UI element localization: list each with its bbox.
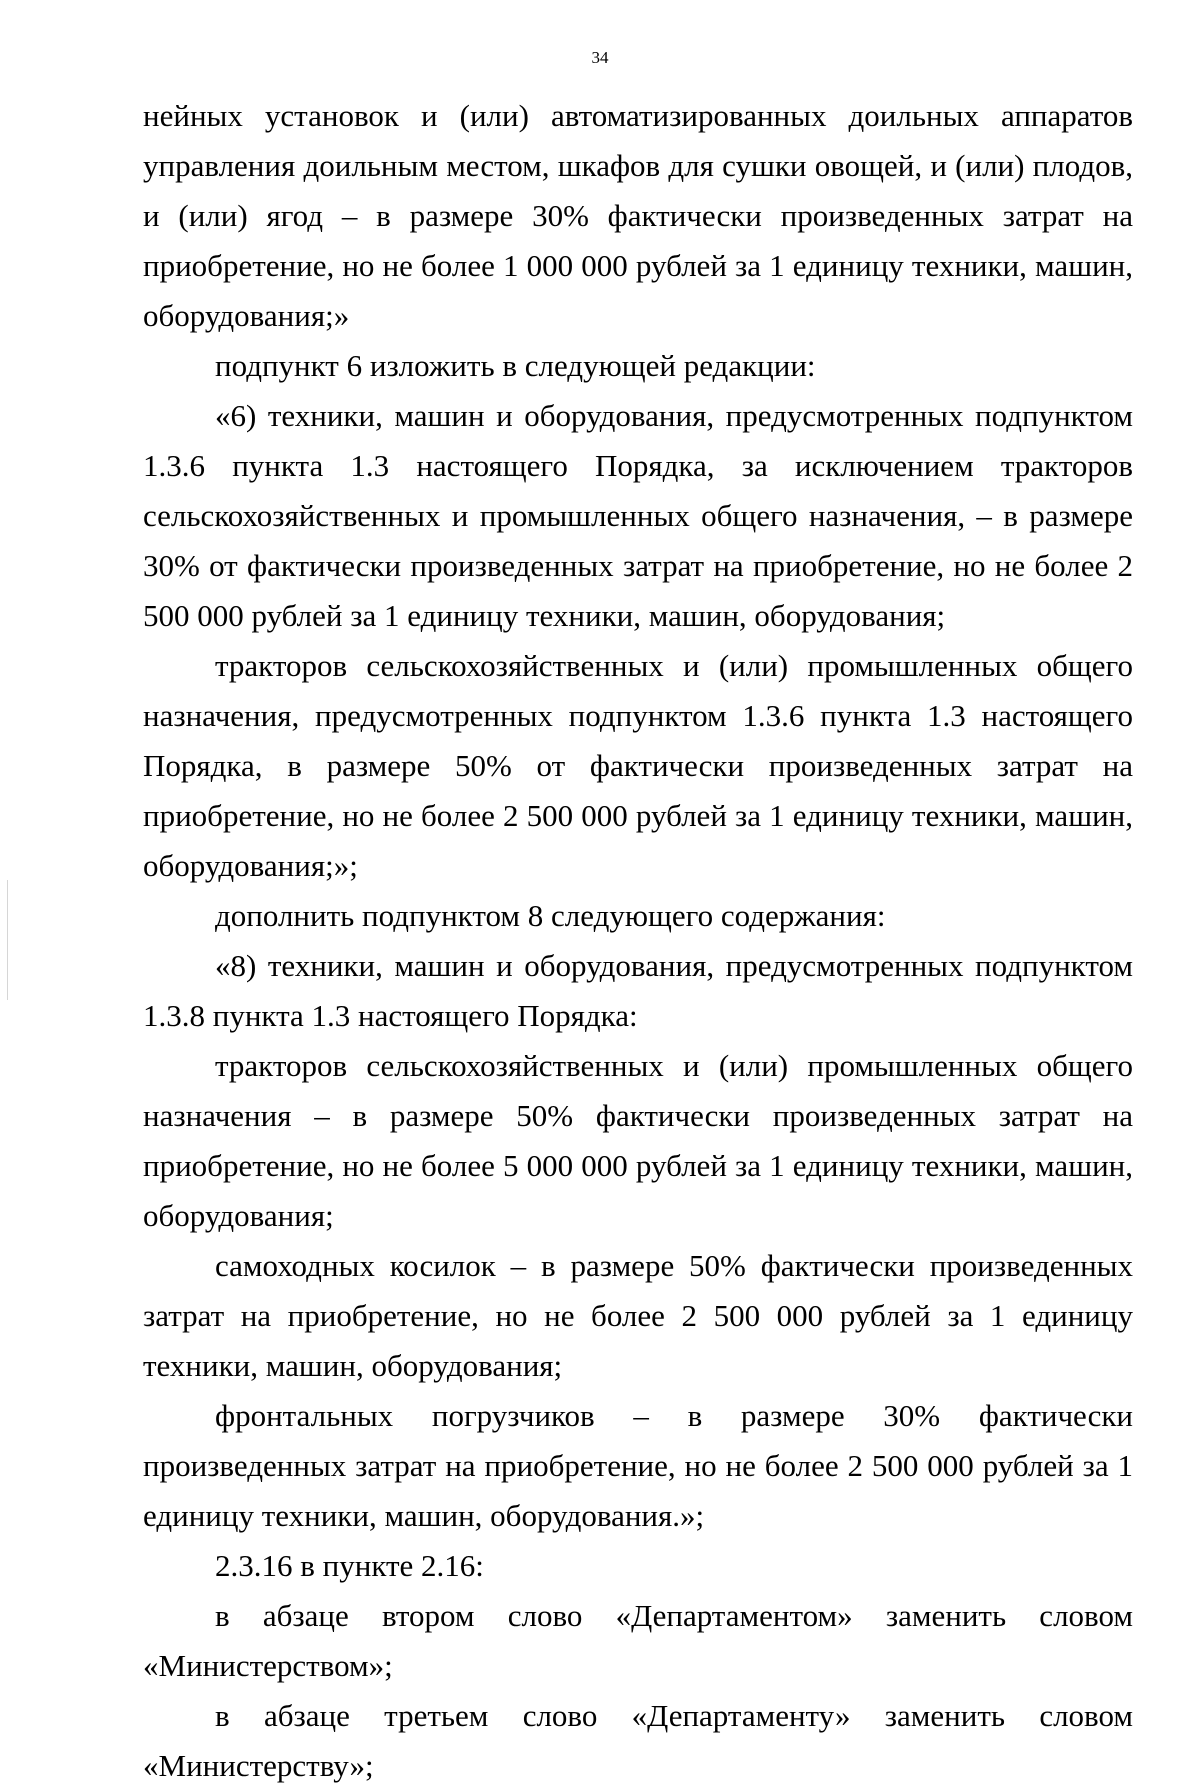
- paragraph: тракторов сельскохозяйственных и (или) промышленных общего назначения – в размере 50% фактически произведенных затрат на приобретение, но не более 5 000 000 рублей за 1 единицу техники, машин, оборудования;: [143, 1048, 1133, 1233]
- paragraph: «8) техники, машин и оборудования, предусмотренных подпунктом 1.3.8 пункта 1.3 настоящего Порядка:: [143, 948, 1133, 1033]
- page-number: 34: [591, 48, 609, 67]
- paragraph: нейных установок и (или) автоматизированных доильных аппаратов управления доильным местом, шкафов для сушки овощей, и (или) плодов, и (или) ягод – в размере 30% фактически произведенных затрат на приобретение, но не более 1 000 000 рублей за 1 единицу техники, машин, оборудования;»: [143, 98, 1133, 333]
- paragraph: фронтальных погрузчиков – в размере 30% фактически произведенных затрат на приобретение, но не более 2 500 000 рублей за 1 единицу техники, машин, оборудования.»;: [143, 1398, 1133, 1533]
- document-body: [143, 91, 1133, 1791]
- paragraph: тракторов сельскохозяйственных и (или) промышленных общего назначения, предусмотренных подпунктом 1.3.6 пункта 1.3 настоящего Порядка, в размере 50% от фактически произведенных затрат на приобретение, но не более 2 500 000 рублей за 1 единицу техники, машин, оборудования;»;: [143, 648, 1133, 883]
- paragraph: 2.3.16 в пункте 2.16:: [215, 1548, 484, 1583]
- paragraph: в абзаце третьем слово «Департаменту» заменить словом «Министерству»;: [143, 1698, 1133, 1783]
- scan-artifact-line: [7, 880, 8, 1000]
- paragraph: дополнить подпунктом 8 следующего содержания:: [215, 898, 886, 933]
- paragraph: «6) техники, машин и оборудования, предусмотренных подпунктом 1.3.6 пункта 1.3 настоящего Порядка, за исключением тракторов сельскохозяйственных и промышленных общего назначения, – в размере 30% от фактически произведенных затрат на приобретение, но не более 2 500 000 рублей за 1 единицу техники, машин, оборудования;: [143, 398, 1133, 633]
- paragraph: самоходных косилок – в размере 50% фактически произведенных затрат на приобретение, но не более 2 500 000 рублей за 1 единицу техники, машин, оборудования;: [143, 1248, 1133, 1383]
- paragraph: подпункт 6 изложить в следующей редакции:: [215, 348, 816, 383]
- paragraph: в абзаце втором слово «Департаментом» заменить словом «Министерством»;: [143, 1598, 1133, 1683]
